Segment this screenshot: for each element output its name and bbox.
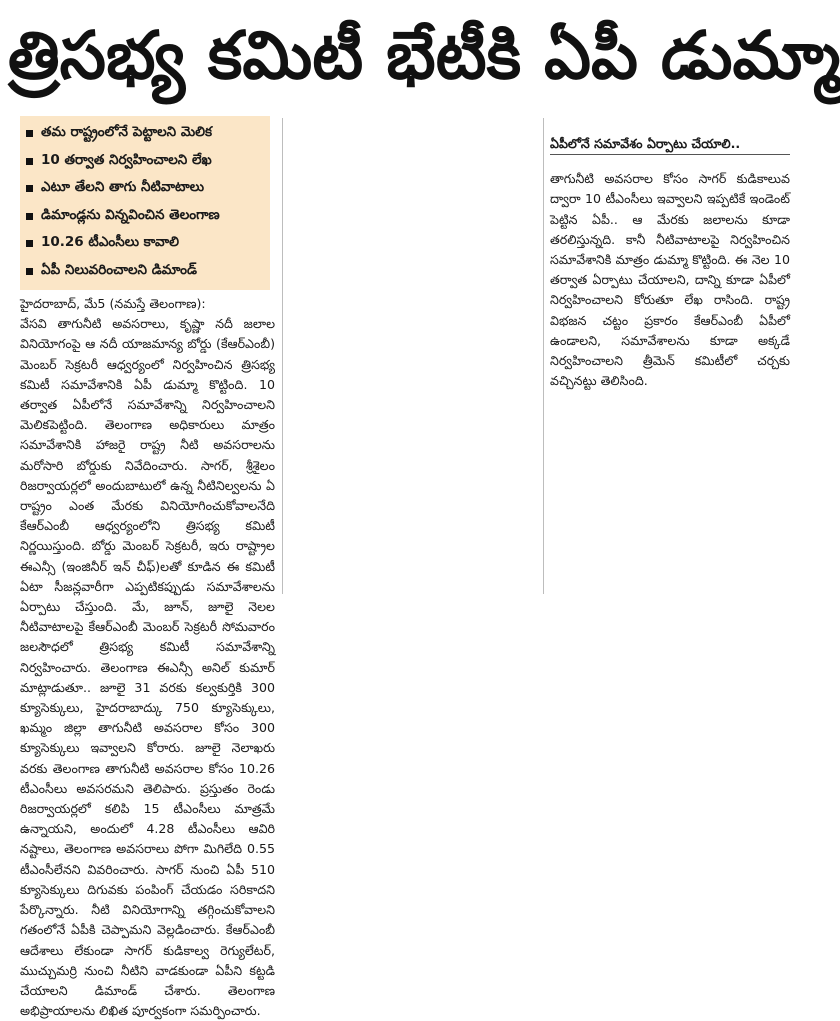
bullet-icon xyxy=(26,213,33,220)
bullet-icon xyxy=(26,185,33,192)
highlight-text: ఎటూ తేలని తాగు నీటివాటాలు xyxy=(41,179,205,196)
highlight-item xyxy=(26,230,264,258)
column-divider xyxy=(282,118,283,594)
headline: త్రిసభ్య కమిటీ భేటీకి ఏపీ డుమ్మా xyxy=(8,17,840,94)
highlight-item xyxy=(26,175,264,203)
highlight-item xyxy=(26,148,264,176)
highlight-text: ఏపీ నిలువరించాలని డిమాండ్ xyxy=(41,261,197,278)
article-column-3 xyxy=(550,122,790,594)
subheading: ఏపీలోనే సమావేశం ఏర్పాటు చేయాలి.. xyxy=(550,134,790,155)
article-body-tail xyxy=(550,134,790,391)
article-paragraph-2: తాగునీటి అవసరాల కోసం సాగర్ కుడికాలువ ద్వారా 10 టీఎంసీలు ఇవ్వాలని ఇప్పటికే ఇండెంట్ పెట్టిన ఏపీ.. ఆ మేరకు జలాలను కూడా తరలిస్తున్నది. కానీ నీటివాటాలపై నిర్వహించిన సమావేశానికి మాత్రం డుమ్మా కొట్టింది. ఈ నెల 10 తర్వాత ఏర్పాటు చేయాలని, దాన్ని కూడా ఏపీలో నిర్వహించాలని కోరుతూ లేఖ రాసింది. రాష్ట్ర విభజన చట్టం ప్రకారం కేఆర్ఎంబీ ఏపీలో ఉండాలని, సమావేశాలను కూడా అక్కడే నిర్వహించాలని త్రీమెన్ కమిటీలో చర్చకు వచ్చినట్టు తెలిసింది. xyxy=(550,171,790,389)
article-body xyxy=(20,294,275,1021)
bullet-icon xyxy=(26,268,33,275)
dateline: హైదరాబాద్, మే5 (నమస్తే తెలంగాణ): xyxy=(20,296,206,311)
article-column-1 xyxy=(20,294,275,1019)
article-paragraph-1: వేసవి తాగునీటి అవసరాలు, కృష్ణా నదీ జలాల వినియోగంపై ఆ నదీ యాజమాన్య బోర్డు (కేఆర్ఎంబీ) మెంబర్ సెక్రటరీ ఆధ్వర్యంలో నిర్వహించిన త్రిసభ్య కమిటీ సమావేశానికి ఏపీ డుమ్మా కొట్టింది. 10 తర్వాత ఏపీలోనే సమావేశాన్ని నిర్వహించాలని మెలికపెట్టింది. తెలంగాణ అధికారులు మాత్రం సమావేశానికి హాజరై రాష్ట్ర నీటి అవసరాలను మరోసారి బోర్డుకు నివేదించారు. సాగర్, శ్రీశైలం రిజర్వాయర్లలో అందుబాటులో ఉన్న నీటినిల్వలను ఏ రాష్ట్రం ఎంత మేరకు వినియోగించుకోవాలనేది కేఆర్ఎంబీ ఆధ్వర్యంలోని త్రిసభ్య కమిటీ నిర్ణయిస్తుంది. బోర్డు మెంబర్ సెక్రటరీ, ఇరు రాష్ట్రాల ఈఎన్సీ (ఇంజినీర్ ఇన్ చీఫ్)లతో కూడిన ఈ కమిటీ ఏటా సీజన్లవారీగా ఎప్పటికప్పుడు సమావేశాలను ఏర్పాటు చేస్తుంది. మే, జూన్, జూలై నెలల నీటివాటాలపై కేఆర్ఎంబీ మెంబర్ సెక్రటరీ సోమవారం జలసౌధలో త్రిసభ్య కమిటీ సమావేశాన్ని నిర్వహించారు. తెలంగాణ ఈఎన్సీ అనిల్ కుమార్ మాట్లాడుతూ.. జూలై 31 వరకు కల్వకుర్తికి 300 క్యూసెక్కులు, హైదరాబాద్కు 750 క్యూసెక్కులు, ఖమ్మం జిల్లా తాగునీటి అవసరాల కోసం 300 క్యూసెక్కులు ఇవ్వాలని కోరారు. జూలై నెలాఖరు వరకు తెలంగాణ తాగునీటి అవసరాల కోసం 10.26 టీఎంసీలు అవసరమని తెలిపారు. ప్రస్తుతం రెండు రిజర్వాయర్లలో కలిపి 15 టీఎంసీలు మాత్రమే ఉన్నాయని, అందులో 4.28 టీఎంసీలు ఆవిరి నష్టాలు, తెలంగాణ అవసరాలు పోగా మిగిలేది 0.55 టీఎంసీలేనని వివరించారు. సాగర్ నుంచి ఏపీ 510 క్యూసెక్కులు దిగువకు పంపింగ్ చేయడం సరికాదని పేర్కొన్నారు. నీటి వినియోగాన్ని తగ్గించుకోవాలని గతంలోనే ఏపీకి చెప్పామని వెల్లడించారు. కేఆర్ఎంబీ ఆదేశాలు లేకుండా సాగర్ కుడికాల్వ రెగ్యులేటర్, ముచ్చుమర్రి నుంచి నీటిని వాడకుండా ఏపీని కట్టడి చేయాలని డిమాండ్ చేశారు. తెలంగాణ అభిప్రాయాలను లిఖిత పూర్వకంగా సమర్పించారు. xyxy=(20,316,275,1019)
bullet-icon xyxy=(26,240,33,247)
column-divider xyxy=(543,118,544,594)
highlight-item xyxy=(26,258,264,286)
highlight-text: డిమాండ్లను విన్నవించిన తెలంగాణ xyxy=(41,206,220,223)
highlight-item xyxy=(26,120,264,148)
highlight-text: తమ రాష్ట్రంలోనే పెట్టాలని మెలిక xyxy=(41,124,213,141)
highlight-item xyxy=(26,203,264,231)
highlights-box xyxy=(20,116,270,290)
highlight-text: 10 తర్వాత నిర్వహించాలని లేఖ xyxy=(41,151,212,168)
bullet-icon xyxy=(26,130,33,137)
highlight-text: 10.26 టీఎంసీలు కావాలి xyxy=(41,234,180,251)
article-column-2 xyxy=(290,122,537,594)
bullet-icon xyxy=(26,158,33,165)
